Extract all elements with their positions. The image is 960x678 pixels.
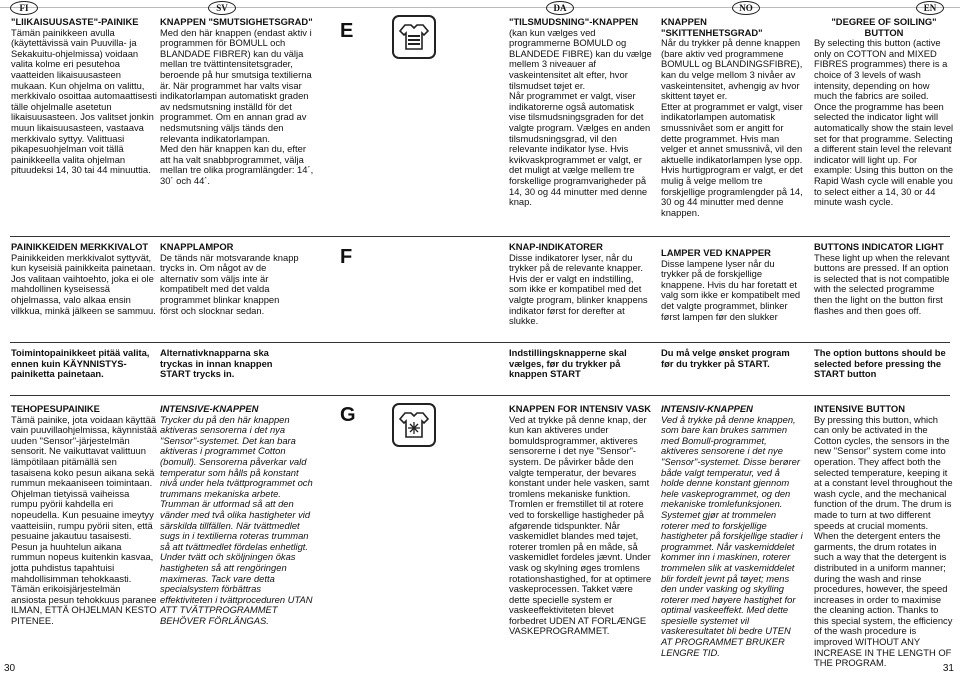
- e-da-body-1: (kan kun vælges ved programmerne BOMULD og BLANDEDE FIBRE) kan du vælge mellem 3 niveauer af vaskeintensitet alt efter, hvor tilsmudset tøjet er.: [509, 26, 652, 91]
- section-letter-e: E: [340, 20, 354, 42]
- g-en-body: By pressing this button, which can only be activated in the Cotton cycles, the sensors in the new "Sensor" system come into operation. They affect both the selected temperature, keeping it at a constant level throughout the wash cycle, and the mechanical function of the drum. The drum is made to turn at two different speeds at crucial moments. When the detergent enters the garments, the drum rotates in such a way that the detergent is distributed in a uniform manner; during the wash and rinse procedures, however, the speed increases in order to maximise the cleaning action. Thanks to this special system, the efficiency of the wash procedure is improved WITHOUT ANY INCREASE IN THE LENGTH OF THE PROGRAM.: [814, 413, 953, 669]
- f-sv-body: De tänds när motsvarande knapp trycks in. Om något av de alternativ som väljs inte är kompatibelt med det valda programmet blinkar knappen först och slocknar sedan.: [160, 251, 299, 316]
- e-da-body-2: Når programmet er valgt, viser indikatorerne også automatisk vise tilsmudsningsgraden for det valgte program. Vælges en anden tilsmudsningsgrad, vil den relevante indikator lyse. Hvis kvikvaskprogrammet er valgt, er det muligt at vælge mellem tre forskellige programvarigheder på 14, 30 og 44 minutter med denne knap.: [509, 90, 651, 208]
- shirt-stain-icon: [392, 15, 436, 64]
- f-no-note: Du må velge ønsket program før du trykker på START.: [661, 347, 790, 369]
- e-no-body-1: Når du trykker på denne knappen (bare aktiv ved programmene BOMULL og BLANDINGSFIBRE), kan du velge mellom 3 nivåer av vaskeintensitet, avhengig av hvor skittent tøyet er.: [661, 37, 803, 102]
- e-no-title: KNAPPEN "SKITTENHETSGRAD": [661, 16, 763, 38]
- f-sv-title: KNAPPLAMPOR: [160, 241, 234, 252]
- lang-badge-da: DA: [546, 1, 574, 15]
- e-en-block: [814, 17, 954, 208]
- f-da-title: KNAP-INDIKATORER: [509, 241, 603, 252]
- g-no-block: [661, 404, 804, 658]
- e-da-title: "TILSMUDSNING"-KNAPPEN: [509, 16, 639, 27]
- intensive-wash-icon: [392, 403, 436, 452]
- g-da-block: [509, 404, 652, 637]
- g-fi-block: [11, 404, 157, 626]
- g-da-title: KNAPPEN FOR INTENSIV VASK: [509, 403, 652, 414]
- e-fi-block: [11, 17, 157, 176]
- lang-badge-fi: FI: [10, 1, 38, 15]
- lang-badge-sv: SV: [208, 1, 236, 15]
- g-en-title: INTENSIVE BUTTON: [814, 403, 905, 414]
- g-sv-block: [160, 404, 315, 626]
- f-en-body: These light up when the relevant buttons are pressed. If an option is selected that is not compatible with the selected programme then the light on the button first flashes and then goes off.: [814, 251, 950, 316]
- f-fi-title: PAINIKKEIDEN MERKKIVALOT: [11, 241, 149, 252]
- f-no-body: Disse lampene lyser når du trykker på de forskjellige knappene. Hvis du har foretatt et valg som ikke er kompatibelt med det valgte programmet, blinker først lampen før den slukker: [661, 257, 801, 322]
- lang-badge-no: NO: [732, 1, 760, 15]
- divider-g: [10, 395, 950, 396]
- f-fi-note: Toimintopainikkeet pitää valita, ennen kuin KÄYNNISTYS- painiketta painetaan.: [11, 347, 150, 380]
- e-fi-body: Tämän painikkeen avulla (käytettävissä vain Puuvilla- ja Sekakuitu-ohjelmissa) voidaan valita kolme eri pesutehoa vaatteiden likaisuusasteen mukaan. Kun ohjelma on valittu, merkkivalo osoittaa automaattisesti tälle ohjelmalle asetetun likaisuusasteen. Jos valitset jonkin muun likaisuusasteen, vastaava merkkivalo syttyy. Valittuasi pikapesuohjelman voit tällä painikkeella valita ohjelman pituudeksi 14, 30 tai 44 minuuttia.: [11, 26, 157, 176]
- e-fi-title: "LIIKAISUUSASTE"-PAINIKE: [11, 16, 139, 27]
- page-number-right: 31: [942, 663, 954, 674]
- g-no-body: Ved å trykke på denne knappen, som bare kan brukes sammen med Bomull-programmet, aktiveres sensorene i det nye "Sensor"-systemet. Disse berører både valgt temperatur, ved å holde denne konstant gjennom hele vaskeprogrammet, og den mekaniske tromlefunksjonen. Systemet gjør at trommelen roterer med to forskjellige hastigheter på forskjellige stadier i programmet. Når vaskemiddelet kommer inn i maskinen, roterer trommelen slik at vaskemiddelet blir fordelt jevnt på tøyet; mens den under vasking og skylling roterer med høyere hastighet for optimal vaskeeffekt. Med dette spesielle systemet vil vaskeresultatet bli bedre UTEN AT PROGRAMMET BRUKER LENGRE TID.: [661, 413, 803, 658]
- e-no-body-2: Etter at programmet er valgt, viser indikatorlampen automatisk smussnivået som er angitt for dette programmet. Hvis man velger et annet smussnivå, vil den aktuelle indikatorlampen lyse opp. Hvis hurtigprogram er valgt, er det mulig å velge mellom tre forskjellige programlengder på 14, 30 og 44 minutter med denne knappen.: [661, 100, 803, 218]
- section-letter-g: G: [340, 404, 356, 426]
- g-sv-body: Trycker du på den här knappen aktiveras sensorerna i det nya "Sensor"-systemet. Det kan bara aktiveras i programmet Cotton (bomull). Sensorerna påverkar vald temperatur som hålls på konstant nivå under hela tvättprogrammet och trummans mekaniska arbete. Trumman är utformad så att den vänder med två olika hastigheter vid särskilda tillfällen. När tvättmedlet sugs in i textilierna roteras trumman så att tvättmedlet fördelas enhetligt. Under tvätt och sköljningen ökas hastigheten så att rengöringen maximeras. Tack vare detta specialsystem förbättras effektiviteten i tvättproceduren UTAN ATT TVÄTTPROGRAMMET BEHÖVER FÖRLÄNGAS.: [160, 413, 313, 626]
- f-sv-block: [160, 242, 300, 316]
- g-sv-title: INTENSIVE-KNAPPEN: [160, 403, 259, 414]
- f-sv-note: Alternativknapparna ska tryckas in innan knappen START trycks in.: [160, 347, 273, 380]
- f-no-title: LAMPER VED KNAPPER: [661, 247, 771, 258]
- e-en-title: "DEGREE OF SOILING" BUTTON: [831, 16, 937, 38]
- page-number-left: 30: [4, 663, 16, 674]
- divider-e: [10, 236, 950, 237]
- e-en-body-2: Once the programme has been selected the indicator light will automatically show the stain level set for that programme. Selecting a different stain level the relevant indicator will light up. For example: Using this button on the Rapid Wash cycle will enable you to select either a 14, 30 or 44 minute wash cycle.: [814, 100, 954, 208]
- f-en-note: The option buttons should be selected before pressing the START button: [814, 347, 946, 380]
- e-no-block: [661, 17, 804, 218]
- f-fi-body: Painikkeiden merkkivalot syttyvät, kun kyseisiä painikkeita painetaan. Jos valitaan vaihtoehto, joka ei ole mahdollinen kyseisessä ohjelmassa, valo alkaa ensin vilkkua, minkä jälkeen se sammuu.: [11, 251, 156, 316]
- section-letter-f: F: [340, 246, 353, 268]
- g-da-body: Ved at trykke på denne knap, der kun kan aktiveres under bomuldsprogrammer, aktiveres sensorerne i det nye "Sensor"-system. De påvirker både den valgte temperatur, der bevares konstant under hele vasken, samt tromlens mekaniske funktion. Tromlen er fremstillet til at rotere ved to forskellige hastigheder på afgørende tidspunkter. Når vaskemidlet blandes med tøjet, roterer tromlen på en måde, så vaskemidlet fordeles jævnt. Under vask og skylning øges tromlens rotationshastighed, for at optimere vaskeprocessen. Takket være dette specielle system er vaskeeffektiviteten blevet forbedret UDEN AT FORLÆNGE VASKEPROGRAMMET.: [509, 413, 652, 637]
- lang-badge-en: EN: [916, 1, 944, 15]
- divider-f: [10, 342, 950, 343]
- f-no-block: [661, 248, 804, 322]
- f-en-title: BUTTONS INDICATOR LIGHT: [814, 241, 944, 252]
- g-fi-body: Tämä painike, jota voidaan käyttää vain puuvillaohjelmissa, käynnistää uuden "Sensor"-järjestelmän sensorit. Ne vaikuttavat valittuun lämpötilaan pitämällä sen tasaisena koko pesun aikana sekä rummun mekaaniseen toimintaan. Ohjelman tietyissä vaiheissa rumpu pyörii kahdella eri nopeudella. Kun pesuaine imeytyy vaatteisiin, rumpu pyörii siten, että pesuaine jakautuu tasaisesti. Pesun ja huuhtelun aikana rummun nopeus kuitenkin kasvaa, jotta puhdistus tapahtuisi mahdollisimman tehokkaasti. Tämän erikoisjärjestelmän ansiosta pesun tehokkuus paranee ILMAN, ETTÄ OHJELMAN KESTO PITENEE.: [11, 413, 157, 626]
- f-da-body: Disse indikatorer lyser, når du trykker på de relevante knapper. Hvis der er valgt en indstilling, som ikke er kompatibel med det valgte program, blinker knappens indikator først for derefter at slukke.: [509, 251, 648, 327]
- g-fi-title: TEHOPESUPAINIKE: [11, 403, 100, 414]
- g-no-title: INTENSIV-KNAPPEN: [661, 403, 753, 414]
- e-sv-title: KNAPPEN "SMUTSIGHETSGRAD": [160, 16, 313, 27]
- e-en-body-1: By selecting this button (active only on COTTON and MIXED FIBRES programmes) there is a choice of 3 levels of wash intensity, depending on how much the fabrics are soiled.: [814, 37, 948, 102]
- f-da-block: [509, 242, 652, 327]
- f-da-note: Indstillingsknapperne skal vælges, før du trykker på knappen START: [509, 347, 627, 380]
- e-sv-body-2: Med den här knappen kan du, efter att ha valt snabbprogrammet, välja mellan tre olika programlängder: 14´, 30´ och 44´.: [160, 143, 314, 186]
- f-fi-block: [11, 242, 157, 316]
- e-sv-block: [160, 17, 315, 187]
- e-sv-body-1: Med den här knappen (endast aktiv i programmen för BOMULL och BLANDADE FIBRER) kan du välja mellan tre tvättintensitetsgrader, beroende på hur smutsiga textilierna är. När programmet har valts visar indikatorlampan automatiskt graden av nedsmutsning inställd för det programmet. Om en annan grad av nedsmutsning väljs tänds den relevanta indikatorlampan.: [160, 26, 312, 144]
- f-en-block: [814, 242, 954, 316]
- g-en-block: [814, 404, 954, 669]
- header-line: [0, 7, 960, 8]
- e-da-block: [509, 17, 652, 208]
